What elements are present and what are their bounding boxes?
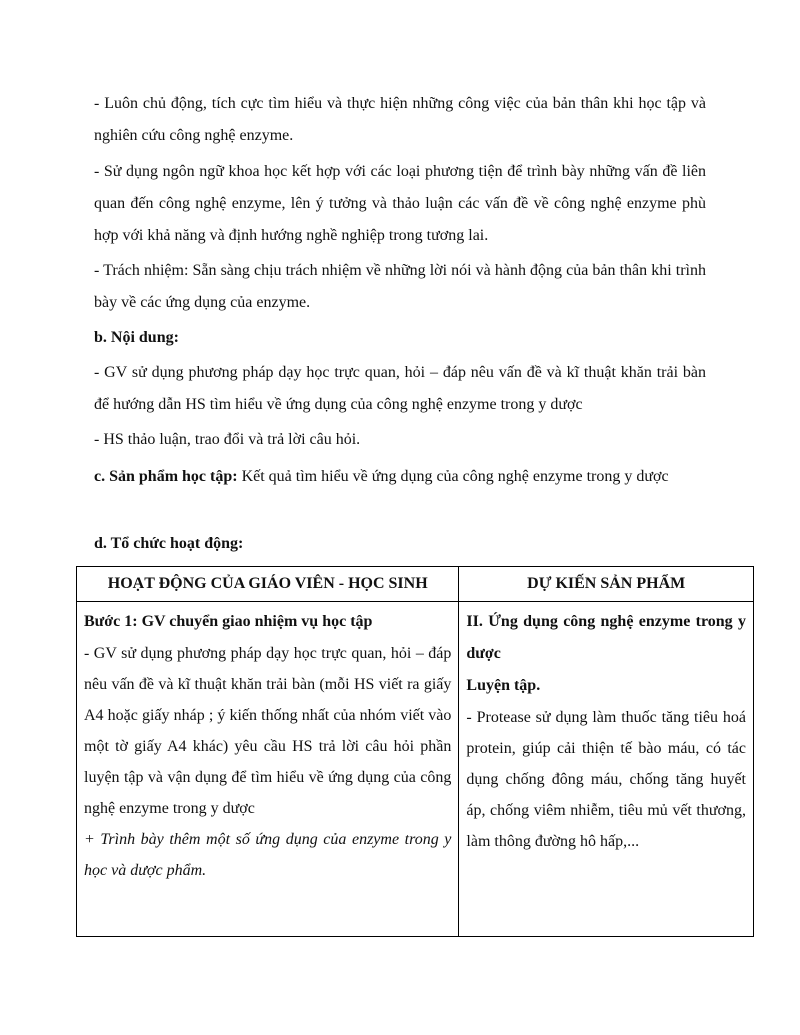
header-expected-product: DỰ KIẾN SẢN PHẨM <box>459 567 754 602</box>
paragraph-student-discuss: - HS thảo luận, trao đổi và trả lời câu hỏi. <box>94 431 361 448</box>
table-row <box>77 602 754 937</box>
paragraph-proactive: - Luôn chủ động, tích cực tìm hiểu và thực hiện những công việc của bản thân khi học tập và nghiên cứu công nghệ enzyme. <box>94 95 706 144</box>
paragraph-teacher-method: - GV sử dụng phương pháp dạy học trực quan, hỏi – đáp nêu vấn đề và kĩ thuật khăn trải bàn để hướng dẫn HS tìm hiểu về ứng dụng của công nghệ enzyme trong y dược <box>94 364 706 413</box>
heading-content: b. Nội dung: <box>94 329 179 346</box>
heading-organize-activity: d. Tổ chức hoạt động: <box>94 535 244 552</box>
product-section-title: II. Ứng dụng công nghệ enzyme trong y dược <box>466 613 746 662</box>
cell-activity <box>77 602 459 937</box>
cell-product <box>459 602 754 937</box>
table-header-row <box>77 567 754 602</box>
learning-product-text: Kết quả tìm hiểu về ứng dụng của công nghệ enzyme trong y dược <box>237 468 669 485</box>
heading-learning-product: c. Sản phẩm học tập: <box>94 468 238 485</box>
product-protease-description: - Protease sử dụng làm thuốc tăng tiêu hoá protein, giúp cải thiện tế bào máu, có tác dụng chống đông máu, chống tăng huyết áp, chống viêm nhiễm, tiêu mủ vết thương, làm thông đường hô hấp,... <box>466 709 746 850</box>
header-teacher-student-activity: HOẠT ĐỘNG CỦA GIÁO VIÊN - HỌC SINH <box>77 567 459 602</box>
step-1-extra-task: + Trình bày thêm một số ứng dụng của enzyme trong y học và dược phẩm. <box>84 831 452 879</box>
step-1-description: - GV sử dụng phương pháp dạy học trực quan, hỏi – đáp nêu vấn đề và kĩ thuật khăn trải bàn (mỗi HS viết ra giấy A4 hoặc giấy nháp ; ý kiến thống nhất của nhóm viết vào một tờ giấy A4 khác) yêu cầu HS trả lời câu hỏi phần luyện tập và vận dụng để tìm hiểu về ứng dụng của công nghệ enzyme trong y dược <box>84 645 452 817</box>
paragraph-responsibility: - Trách nhiệm: Sẵn sàng chịu trách nhiệm về những lời nói và hành động của bản thân khi trình bày về các ứng dụng của enzyme. <box>94 262 706 311</box>
step-1-title: Bước 1: GV chuyển giao nhiệm vụ học tập <box>84 613 373 630</box>
paragraph-learning-product <box>94 461 706 493</box>
paragraph-scientific-language: - Sử dụng ngôn ngữ khoa học kết hợp với các loại phương tiện để trình bày những vấn đề liên quan đến công nghệ enzyme, lên ý tưởng và thảo luận các vấn đề về công nghệ enzyme phù hợp với khả năng và định hướng nghề nghiệp trong tương lai. <box>94 163 706 244</box>
activity-table <box>76 566 754 937</box>
product-practice-label: Luyện tập. <box>466 677 541 694</box>
